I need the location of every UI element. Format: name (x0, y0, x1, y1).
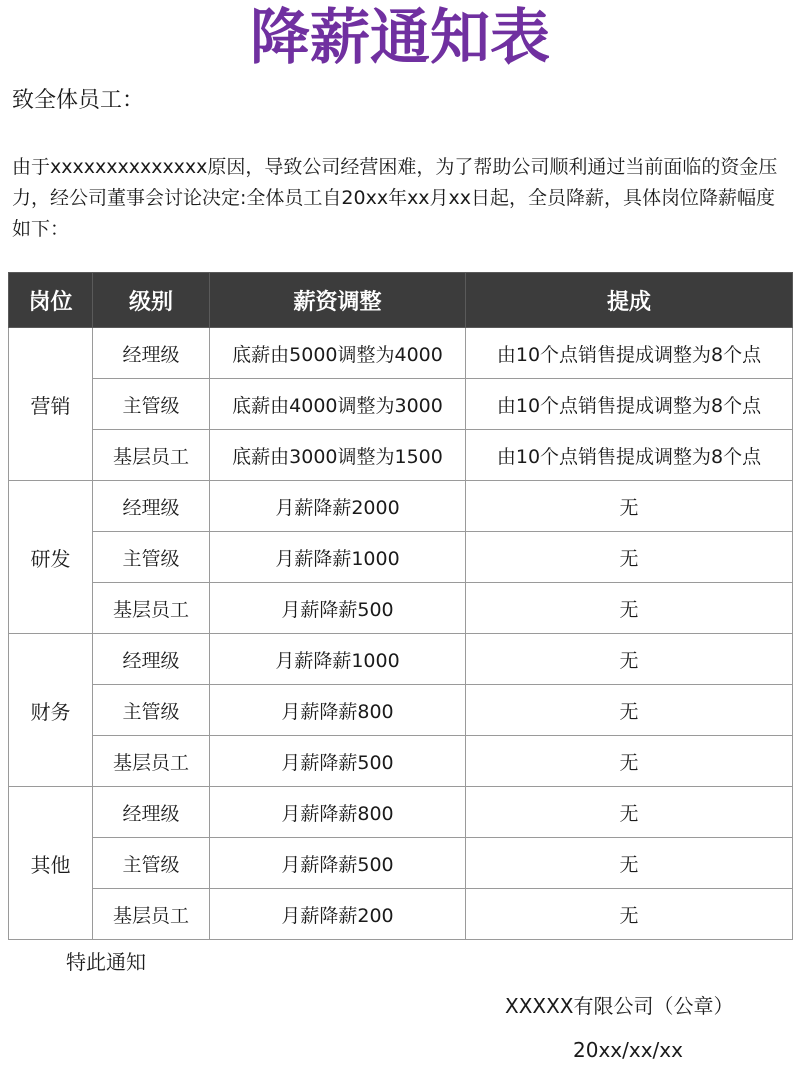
salary-cell: 底薪由5000调整为4000 (210, 328, 466, 379)
table-row (9, 328, 793, 379)
dept-cell: 其他 (9, 787, 93, 940)
salary-cell: 月薪降薪500 (210, 736, 466, 787)
level-cell: 经理级 (93, 634, 210, 685)
closing-note: 特此通知 (66, 950, 146, 974)
commission-cell: 无 (466, 736, 793, 787)
table-header-row (9, 273, 793, 328)
commission-cell: 由10个点销售提成调整为8个点 (466, 430, 793, 481)
notice-date: 20xx/xx/xx (573, 1038, 683, 1062)
header-dept: 岗位 (9, 273, 93, 328)
level-cell: 主管级 (93, 685, 210, 736)
level-cell: 基层员工 (93, 430, 210, 481)
level-cell: 基层员工 (93, 583, 210, 634)
level-cell: 主管级 (93, 532, 210, 583)
salary-cell: 底薪由4000调整为3000 (210, 379, 466, 430)
notice-body: 由于xxxxxxxxxxxxxx原因，导致公司经营困难，为了帮助公司顺利通过当前面临的资金压力，经公司董事会讨论决定:全体员工自20xx年xx月xx日起，全员降薪，具体岗位降薪幅度如下： (12, 156, 778, 240)
table-row (9, 532, 793, 583)
commission-cell: 无 (466, 889, 793, 940)
table-row (9, 481, 793, 532)
salary-cell: 月薪降薪500 (210, 583, 466, 634)
salary-cell: 月薪降薪500 (210, 838, 466, 889)
table-row (9, 379, 793, 430)
commission-cell: 无 (466, 787, 793, 838)
level-cell: 经理级 (93, 481, 210, 532)
commission-cell: 无 (466, 838, 793, 889)
commission-cell: 无 (466, 583, 793, 634)
level-cell: 经理级 (93, 328, 210, 379)
table-row (9, 634, 793, 685)
commission-cell: 无 (466, 481, 793, 532)
commission-cell: 由10个点销售提成调整为8个点 (466, 328, 793, 379)
table-row (9, 787, 793, 838)
salary-table (8, 272, 793, 940)
table-row (9, 889, 793, 940)
dept-cell: 财务 (9, 634, 93, 787)
header-level: 级别 (93, 273, 210, 328)
commission-cell: 无 (466, 685, 793, 736)
company-signature: XXXXX有限公司（公章） (505, 994, 734, 1018)
level-cell: 基层员工 (93, 736, 210, 787)
header-salary: 薪资调整 (210, 273, 466, 328)
salary-cell: 月薪降薪1000 (210, 634, 466, 685)
level-cell: 主管级 (93, 379, 210, 430)
salary-cell: 月薪降薪1000 (210, 532, 466, 583)
table-row (9, 430, 793, 481)
commission-cell: 无 (466, 532, 793, 583)
table-row (9, 685, 793, 736)
level-cell: 基层员工 (93, 889, 210, 940)
dept-cell: 营销 (9, 328, 93, 481)
table-row (9, 838, 793, 889)
header-commission: 提成 (466, 273, 793, 328)
table-row (9, 583, 793, 634)
salary-cell: 月薪降薪800 (210, 787, 466, 838)
table-row (9, 736, 793, 787)
salary-cell: 月薪降薪2000 (210, 481, 466, 532)
salary-cell: 月薪降薪200 (210, 889, 466, 940)
level-cell: 经理级 (93, 787, 210, 838)
level-cell: 主管级 (93, 838, 210, 889)
salary-cell: 月薪降薪800 (210, 685, 466, 736)
page-title: 降薪通知表 (250, 3, 550, 73)
salary-cell: 底薪由3000调整为1500 (210, 430, 466, 481)
commission-cell: 由10个点销售提成调整为8个点 (466, 379, 793, 430)
commission-cell: 无 (466, 634, 793, 685)
dept-cell: 研发 (9, 481, 93, 634)
greeting: 致全体员工： (12, 88, 145, 113)
